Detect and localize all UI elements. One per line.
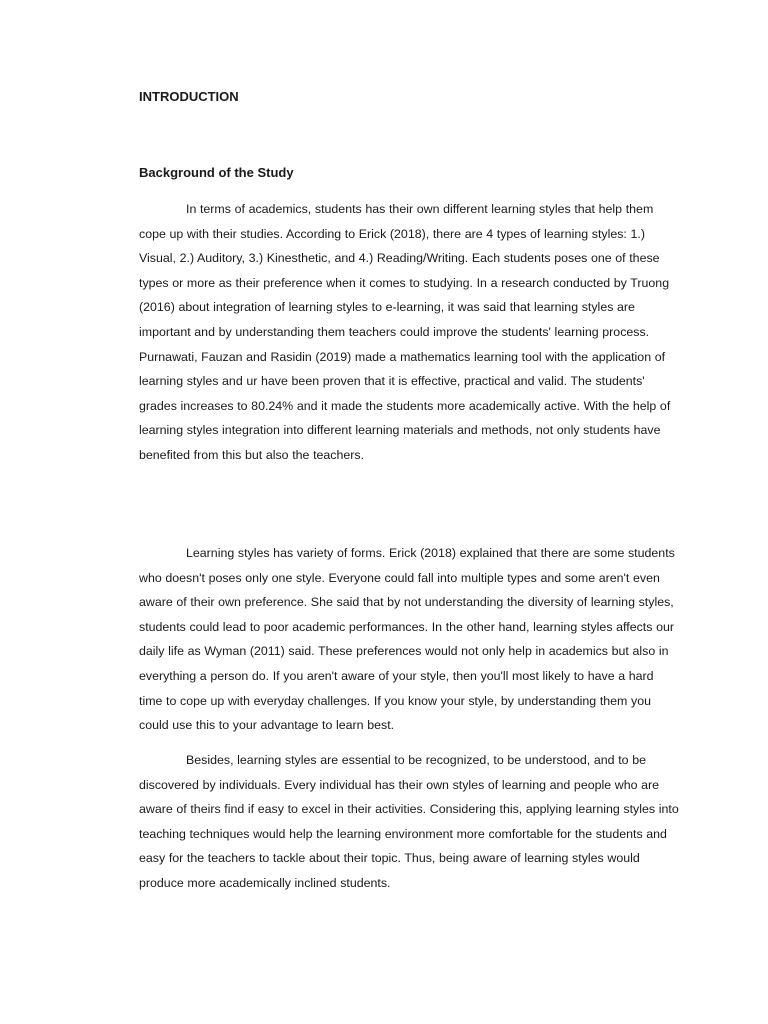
paragraph: Besides, learning styles are essential to be recognized, to be understood, and to be discovered by individuals. Every individual has their own styles of learning and people who are aware of theirs find if easy to excel in their activities. Considering this, applying learning styles into teaching techniques would help the learning environment more comfortable for the students and easy for the teachers to tackle about their topic. Thus, being aware of learning styles would produce more academically inclined students. <box>139 753 679 890</box>
section-heading: Background of the Study <box>139 165 294 180</box>
document-title: INTRODUCTION <box>139 89 239 104</box>
paragraph: Learning styles has variety of forms. Erick (2018) explained that there are some students who doesn't poses only one style. Everyone could fall into multiple types and some aren't even aware of their own preference. She said that by not understanding the diversity of learning styles, students could lead to poor academic performances. In the other hand, learning styles affects our daily life as Wyman (2011) said. These preferences would not only help in academics but also in everything a person do. If you aren't aware of your style, then you'll most likely to have a hard time to cope up with everyday challenges. If you know your style, by understanding them you could use this to your advantage to learn best. <box>139 546 675 733</box>
paragraph: In terms of academics, students has their own different learning styles that help them cope up with their studies. According to Erick (2018), there are 4 types of learning styles: 1.) Visual, 2.) Auditory, 3.) Kinesthetic, and 4.) Reading/Writing. Each students poses one of these types or more as their preference when it comes to studying. In a research conducted by Truong (2016) about integration of learning styles to e-learning, it was said that learning styles are important and by understanding them teachers could improve the students' learning process. Purnawati, Fauzan and Rasidin (2019) made a mathematics learning tool with the application of learning styles and ur have been proven that it is effective, practical and valid. The students' grades increases to 80.24% and it made the students more academically active. With the help of learning styles integration into different learning materials and methods, not only students have benefited from this but also the teachers. <box>139 202 671 462</box>
